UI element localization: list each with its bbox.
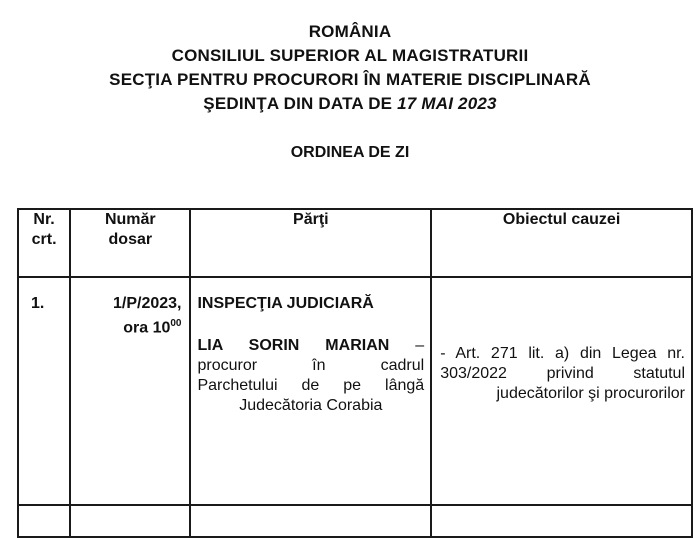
section-title: SECŢIA PENTRU PROCURORI ÎN MATERIE DISCIPLINARĂ (109, 70, 591, 89)
document-header (0, 20, 700, 116)
header-parti: Părţi (190, 209, 431, 277)
parties-cell: INSPECŢIA JUDICIARĂ LIA SORIN MARIAN – procuror în cadrul Parchetului de pe lângă Judecătoria Corabia (190, 277, 431, 505)
council-title: CONSILIUL SUPERIOR AL MAGISTRATURII (171, 46, 529, 65)
table-header-row (18, 209, 692, 277)
table-row (18, 277, 692, 505)
session-prefix: ŞEDINŢA DIN DATA DE (203, 94, 398, 113)
agenda-title: ORDINEA DE ZI (290, 144, 410, 161)
session-line (0, 92, 700, 116)
row-number: 1. (18, 277, 70, 505)
table-row-partial (18, 505, 692, 537)
case-object-cell: - Art. 271 lit. a) din Legea nr. 303/2022 privind statutul judecătorilor şi procurorilor (431, 277, 692, 505)
header-obiect: Obiectul cauzei (431, 209, 692, 277)
country-title: ROMÂNIA (308, 22, 392, 41)
case-number: 1/P/2023, ora $10^{00}$ (70, 277, 190, 505)
session-date: 17 MAI 2023 (397, 94, 497, 113)
header-nr: Nr. crt. (18, 209, 70, 277)
person-line: LIA SORIN MARIAN – (197, 337, 425, 354)
header-dosar: Număr dosar (70, 209, 190, 277)
institution-name: INSPECŢIA JUDICIARĂ (197, 295, 374, 312)
person-name: LIA SORIN MARIAN (197, 337, 390, 354)
agenda-table (17, 208, 693, 538)
